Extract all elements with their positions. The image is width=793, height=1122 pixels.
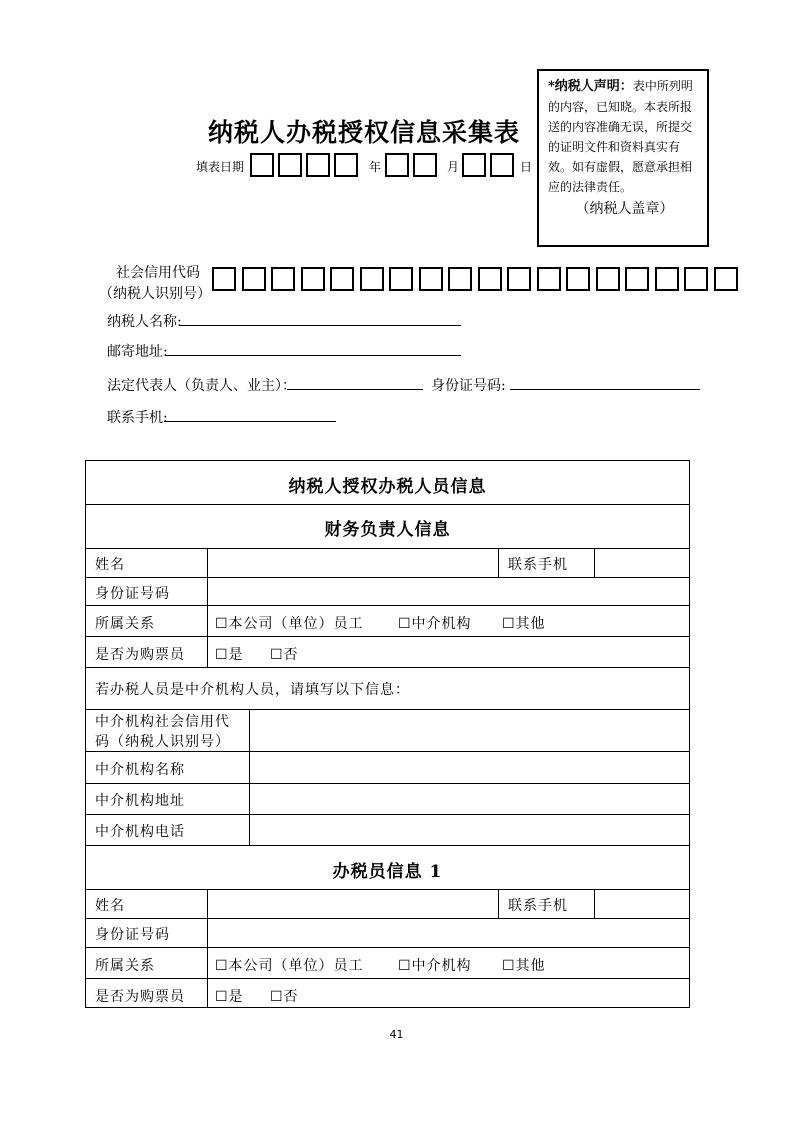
staff-name-label: 姓名 xyxy=(95,898,125,914)
agency-code-label-line1: 中介机构社会信用代 xyxy=(95,714,230,730)
credit-code-box[interactable] xyxy=(507,267,531,291)
credit-code-box[interactable] xyxy=(655,267,679,291)
agency-phone-label: 中介机构电话 xyxy=(95,824,185,840)
day-label: 日 xyxy=(520,160,533,174)
finance-phone-field[interactable] xyxy=(595,549,689,577)
staff-id-field[interactable] xyxy=(208,919,688,947)
date-year-box-2[interactable] xyxy=(278,153,302,177)
date-day-box-1[interactable] xyxy=(462,153,486,177)
agency-code-label-line2: 码（纳税人识别号） xyxy=(95,734,230,750)
credit-code-boxes xyxy=(212,267,742,293)
staff-name-field[interactable] xyxy=(208,890,498,918)
date-day-box-2[interactable] xyxy=(490,153,514,177)
credit-code-box[interactable] xyxy=(389,267,413,291)
credit-code-box[interactable] xyxy=(448,267,472,291)
staff-ticket-yes-checkbox[interactable]: ☐是 xyxy=(215,989,244,1005)
credit-code-box[interactable] xyxy=(242,267,266,291)
date-label: 填表日期 xyxy=(196,160,245,174)
staff-section-title: 办税员信息 1 xyxy=(332,862,443,882)
staff-ticket-no-checkbox[interactable]: ☐否 xyxy=(270,989,299,1005)
credit-code-box[interactable] xyxy=(360,267,384,291)
table-title: 纳税人授权办税人员信息 xyxy=(288,477,487,497)
staff-id-label: 身份证号码 xyxy=(95,927,170,943)
id-number-field[interactable] xyxy=(510,389,700,390)
finance-ticket-yes-checkbox[interactable]: ☐是 xyxy=(215,647,244,663)
finance-ticket-no-checkbox[interactable]: ☐否 xyxy=(270,647,299,663)
staff-relation-employee-checkbox[interactable]: ☐本公司（单位）员工 xyxy=(215,958,364,974)
agency-note: 若办税人员是中介机构人员，请填写以下信息： xyxy=(95,682,410,698)
credit-code-box[interactable] xyxy=(684,267,708,291)
credit-code-box[interactable] xyxy=(419,267,443,291)
date-year-box-1[interactable] xyxy=(250,153,274,177)
finance-id-field[interactable] xyxy=(208,578,688,605)
finance-relation-label: 所属关系 xyxy=(95,616,155,632)
address-field[interactable] xyxy=(166,355,461,356)
credit-code-box[interactable] xyxy=(596,267,620,291)
staff-ticket-label: 是否为购票员 xyxy=(95,989,185,1005)
credit-code-box[interactable] xyxy=(212,267,236,291)
staff-phone-field[interactable] xyxy=(595,890,689,918)
date-year-box-4[interactable] xyxy=(334,153,358,177)
credit-code-box[interactable] xyxy=(478,267,502,291)
date-year-box-3[interactable] xyxy=(306,153,330,177)
staff-relation-label: 所属关系 xyxy=(95,958,155,974)
date-month-box-1[interactable] xyxy=(385,153,409,177)
id-number-label: 身份证号码: xyxy=(431,378,506,394)
finance-ticket-label: 是否为购票员 xyxy=(95,647,185,663)
finance-id-label: 身份证号码 xyxy=(95,586,170,602)
credit-code-box[interactable] xyxy=(271,267,295,291)
form-title: 纳税人办税授权信息采集表 xyxy=(208,118,521,147)
finance-phone-label: 联系手机 xyxy=(508,557,568,573)
finance-relation-other-checkbox[interactable]: ☐其他 xyxy=(502,616,546,632)
declaration-heading: *纳税人声明： xyxy=(548,79,633,94)
finance-name-field[interactable] xyxy=(208,549,498,577)
month-label: 月 xyxy=(447,160,460,174)
staff-relation-agency-checkbox[interactable]: ☐中介机构 xyxy=(398,958,472,974)
agency-address-label: 中介机构地址 xyxy=(95,793,185,809)
staff-phone-label: 联系手机 xyxy=(508,898,568,914)
credit-code-sublabel: （纳税人识别号） xyxy=(99,286,211,302)
date-month-box-2[interactable] xyxy=(413,153,437,177)
agency-phone-field[interactable] xyxy=(250,815,688,844)
taxpayer-seal-label: （纳税人盖章） xyxy=(575,201,674,217)
legal-rep-label: 法定代表人（负责人、业主）： xyxy=(107,378,296,394)
credit-code-box[interactable] xyxy=(330,267,354,291)
taxpayer-name-label: 纳税人名称: xyxy=(107,314,182,330)
finance-section-title: 财务负责人信息 xyxy=(324,520,451,540)
agency-name-field[interactable] xyxy=(250,752,688,782)
finance-relation-employee-checkbox[interactable]: ☐本公司（单位）员工 xyxy=(215,616,364,632)
declaration-text: 表中所列明的内容，已知晓。本表所报送的内容准确无误，所提交的证明文件和资料真实有效。如有虚假，愿意承担相应的法律责任。 xyxy=(548,79,693,194)
credit-code-box[interactable] xyxy=(537,267,561,291)
taxpayer-declaration xyxy=(537,69,709,247)
staff-relation-other-checkbox[interactable]: ☐其他 xyxy=(502,958,546,974)
credit-code-box[interactable] xyxy=(714,267,738,291)
credit-code-box[interactable] xyxy=(566,267,590,291)
finance-relation-agency-checkbox[interactable]: ☐中介机构 xyxy=(398,616,472,632)
phone-label: 联系手机: xyxy=(107,410,168,426)
address-label: 邮寄地址: xyxy=(107,344,168,360)
credit-code-box[interactable] xyxy=(301,267,325,291)
taxpayer-name-field[interactable] xyxy=(180,325,461,326)
authorized-staff-table xyxy=(85,460,690,1008)
agency-code-field[interactable] xyxy=(250,710,688,750)
phone-field[interactable] xyxy=(164,421,336,422)
legal-rep-field[interactable] xyxy=(287,389,423,390)
agency-address-field[interactable] xyxy=(250,784,688,813)
credit-code-box[interactable] xyxy=(625,267,649,291)
finance-name-label: 姓名 xyxy=(95,557,125,573)
agency-name-label: 中介机构名称 xyxy=(95,762,185,778)
page-number: 41 xyxy=(389,1028,404,1041)
year-label: 年 xyxy=(369,160,382,174)
credit-code-label: 社会信用代码 xyxy=(116,265,200,281)
